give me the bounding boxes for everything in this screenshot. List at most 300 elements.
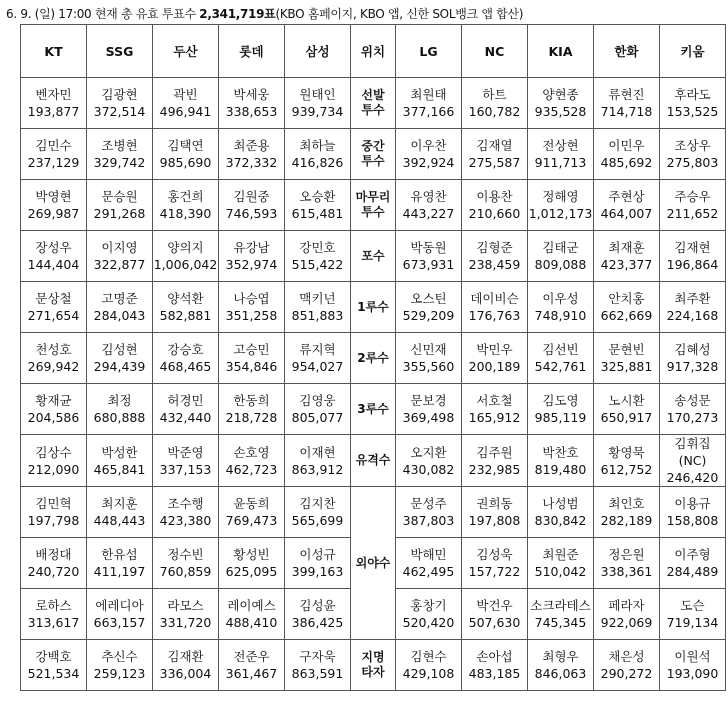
vote-count: 464,007 xyxy=(600,206,653,221)
player-name: 레이예스 xyxy=(227,598,276,613)
vote-count: 269,987 xyxy=(27,206,80,221)
candidate-cell xyxy=(87,129,153,180)
player-name: 최주환 xyxy=(674,291,711,306)
player-name: 최형우 xyxy=(542,649,579,664)
candidate-cell xyxy=(660,78,726,129)
vote-count: 485,692 xyxy=(600,155,653,170)
candidate-cell xyxy=(153,282,219,333)
candidate-cell xyxy=(285,384,351,435)
vote-count: 673,931 xyxy=(402,257,455,272)
player-name: 김태군 xyxy=(542,240,579,255)
vote-count: 985,690 xyxy=(159,155,212,170)
table-row xyxy=(21,180,726,231)
position-label: 외야수 xyxy=(351,487,396,640)
player-name: 정은원 xyxy=(608,547,645,562)
vote-count: 329,742 xyxy=(93,155,146,170)
player-name: 원태인 xyxy=(299,87,336,102)
player-name: 추신수 xyxy=(101,649,138,664)
player-name: 최인호 xyxy=(608,496,645,511)
player-name: 홍창기 xyxy=(410,598,447,613)
candidate-cell xyxy=(87,640,153,691)
candidate-cell xyxy=(219,231,285,282)
team-header-kiwoom: 키움 xyxy=(660,25,726,78)
candidate-cell xyxy=(462,589,528,640)
candidate-cell xyxy=(153,538,219,589)
vote-count: 246,420 xyxy=(666,470,719,485)
vote-count: 322,877 xyxy=(93,257,146,272)
team-header-hanwha: 한화 xyxy=(594,25,660,78)
player-name: 하트 xyxy=(482,87,507,102)
table-row xyxy=(21,384,726,435)
team-header-kt: KT xyxy=(21,25,87,78)
vote-count: 922,069 xyxy=(600,615,653,630)
candidate-cell xyxy=(87,180,153,231)
player-name: 강민호 xyxy=(299,240,336,255)
vote-count: 745,345 xyxy=(534,615,587,630)
caption-source: (KBO 홈페이지, KBO 앱, 신한 SOL뱅크 앱 합산) xyxy=(275,7,524,21)
vote-count: 582,881 xyxy=(159,308,212,323)
player-name: 곽빈 xyxy=(173,87,198,102)
candidate-cell xyxy=(285,231,351,282)
player-name: 최지훈 xyxy=(101,496,138,511)
candidate-cell xyxy=(87,333,153,384)
player-name: 천성호 xyxy=(35,342,72,357)
candidate-cell xyxy=(462,282,528,333)
player-name: 양석환 xyxy=(167,291,204,306)
team-header-lotte: 롯데 xyxy=(219,25,285,78)
candidate-cell xyxy=(528,384,594,435)
candidate-cell xyxy=(21,435,87,487)
vote-count: 338,361 xyxy=(600,564,653,579)
player-name: 박동원 xyxy=(410,240,447,255)
player-name: 이재현 xyxy=(299,444,336,460)
candidate-cell xyxy=(219,180,285,231)
vote-count: 372,332 xyxy=(225,155,278,170)
player-name: 송성문 xyxy=(674,393,711,408)
vote-count: 615,481 xyxy=(291,206,344,221)
vote-count: 662,669 xyxy=(600,308,653,323)
vote-count: 224,168 xyxy=(666,308,719,323)
candidate-cell xyxy=(594,487,660,538)
player-name: 노시환 xyxy=(608,393,645,408)
vote-count: 210,660 xyxy=(468,206,521,221)
vote-count: 805,077 xyxy=(291,410,344,425)
table-row xyxy=(21,435,726,487)
player-name: 나승엽 xyxy=(233,291,270,306)
candidate-cell xyxy=(153,435,219,487)
vote-count: 197,798 xyxy=(27,513,80,528)
vote-count: 515,422 xyxy=(291,257,344,272)
player-name: 김성욱 xyxy=(476,547,513,562)
candidate-cell xyxy=(660,282,726,333)
candidate-cell xyxy=(660,333,726,384)
player-name: 김재열 xyxy=(476,138,513,153)
vote-count: 423,377 xyxy=(600,257,653,272)
vote-count: 313,617 xyxy=(27,615,80,630)
candidate-cell xyxy=(528,589,594,640)
vote-count: 625,095 xyxy=(225,564,278,579)
player-name: 손아섭 xyxy=(476,649,513,664)
vote-count: 507,630 xyxy=(468,615,521,630)
player-name: 김원중 xyxy=(233,189,270,204)
player-name: 김영웅 xyxy=(299,393,336,408)
candidate-cell xyxy=(396,333,462,384)
candidate-cell xyxy=(660,538,726,589)
player-name: 문보경 xyxy=(410,393,447,408)
candidate-cell xyxy=(285,180,351,231)
player-name: 조병현 xyxy=(101,138,138,153)
player-name: 손호영 xyxy=(233,444,270,460)
candidate-cell xyxy=(528,435,594,487)
vote-count: 863,591 xyxy=(291,666,344,681)
candidate-cell xyxy=(528,487,594,538)
candidate-cell xyxy=(660,180,726,231)
caption-total-votes: 2,341,719표 xyxy=(199,7,276,21)
vote-count: 351,258 xyxy=(225,308,278,323)
candidate-cell xyxy=(285,435,351,487)
player-name: 김현수 xyxy=(410,649,447,664)
candidate-cell xyxy=(153,384,219,435)
candidate-cell xyxy=(285,640,351,691)
vote-count: 443,227 xyxy=(402,206,455,221)
candidate-cell xyxy=(528,78,594,129)
player-name: 박민우 xyxy=(476,342,513,357)
vote-count: 462,495 xyxy=(402,564,455,579)
player-name: 조상우 xyxy=(674,138,711,153)
candidate-cell xyxy=(219,78,285,129)
candidate-cell xyxy=(396,384,462,435)
candidate-cell xyxy=(396,640,462,691)
player-name: 허경민 xyxy=(167,393,204,408)
vote-count: 331,720 xyxy=(159,615,212,630)
player-name: 이용규 xyxy=(674,496,711,511)
vote-count: 259,123 xyxy=(93,666,146,681)
vote-count: 354,846 xyxy=(225,359,278,374)
candidate-cell xyxy=(219,640,285,691)
player-name: 박건우 xyxy=(476,598,513,613)
player-name: 이성규 xyxy=(299,547,336,562)
player-name: 최원태 xyxy=(410,87,447,102)
candidate-cell xyxy=(153,78,219,129)
vote-count: 846,063 xyxy=(534,666,587,681)
player-name: 안치홍 xyxy=(608,291,645,306)
vote-count: 542,761 xyxy=(534,359,587,374)
candidate-cell xyxy=(285,333,351,384)
player-name: 김민수 xyxy=(35,138,72,153)
candidate-cell xyxy=(219,538,285,589)
candidate-cell xyxy=(396,180,462,231)
vote-count: 200,189 xyxy=(468,359,521,374)
player-name: 김선빈 xyxy=(542,342,579,357)
player-name: 류지혁 xyxy=(299,342,336,357)
candidate-cell xyxy=(285,487,351,538)
player-name: 박세웅 xyxy=(233,87,270,102)
vote-count: 218,728 xyxy=(225,410,278,425)
candidate-cell xyxy=(21,640,87,691)
player-name: 최재훈 xyxy=(608,240,645,255)
team-header-kia: KIA xyxy=(528,25,594,78)
vote-count: 361,467 xyxy=(225,666,278,681)
player-name: 김도영 xyxy=(542,393,579,408)
vote-count: 746,593 xyxy=(225,206,278,221)
player-name: 로하스 xyxy=(35,598,72,613)
player-name: 이주형 xyxy=(674,547,711,562)
vote-count: 468,465 xyxy=(159,359,212,374)
vote-count: 291,268 xyxy=(93,206,146,221)
candidate-cell xyxy=(462,78,528,129)
player-name: 전준우 xyxy=(233,649,270,664)
candidate-cell xyxy=(87,384,153,435)
vote-count: 290,272 xyxy=(600,666,653,681)
vote-count: 399,163 xyxy=(291,564,344,579)
candidate-cell xyxy=(462,180,528,231)
vote-count: 465,841 xyxy=(93,461,146,477)
vote-count: 158,808 xyxy=(666,513,719,528)
vote-count: 769,473 xyxy=(225,513,278,528)
candidate-cell xyxy=(285,78,351,129)
vote-count: 1,012,173 xyxy=(528,206,593,221)
vote-count: 282,189 xyxy=(600,513,653,528)
vote-count: 483,185 xyxy=(468,666,521,681)
player-name: 한동희 xyxy=(233,393,270,408)
player-name: 윤동희 xyxy=(233,496,270,511)
vote-count: 232,985 xyxy=(468,461,521,477)
candidate-cell xyxy=(21,384,87,435)
candidate-cell xyxy=(594,78,660,129)
candidate-cell xyxy=(21,538,87,589)
player-name: 주현상 xyxy=(608,189,645,204)
player-name: 황영묵 xyxy=(608,444,645,460)
player-name: 채은성 xyxy=(608,649,645,664)
vote-count: 863,912 xyxy=(291,461,344,477)
player-name: 정수빈 xyxy=(167,547,204,562)
player-name: 한유섬 xyxy=(101,547,138,562)
vote-count: 271,654 xyxy=(27,308,80,323)
candidate-cell xyxy=(396,538,462,589)
candidate-cell xyxy=(594,180,660,231)
player-name: 정해영 xyxy=(542,189,579,204)
vote-count: 392,924 xyxy=(402,155,455,170)
candidate-cell xyxy=(462,129,528,180)
candidate-cell xyxy=(219,487,285,538)
position-label: 2루수 xyxy=(351,333,396,384)
player-name: 벤자민 xyxy=(35,87,72,102)
position-label: 유격수 xyxy=(351,435,396,487)
candidate-cell xyxy=(87,78,153,129)
candidate-cell xyxy=(396,282,462,333)
candidate-cell xyxy=(396,487,462,538)
vote-count: 663,157 xyxy=(93,615,146,630)
team-header-ssg: SSG xyxy=(87,25,153,78)
vote-count: 386,425 xyxy=(291,615,344,630)
vote-count: 939,734 xyxy=(291,104,344,119)
candidate-cell xyxy=(396,435,462,487)
candidate-cell xyxy=(153,333,219,384)
vote-count: 714,718 xyxy=(600,104,653,119)
candidate-cell xyxy=(528,231,594,282)
vote-count: 760,859 xyxy=(159,564,212,579)
vote-count: 954,027 xyxy=(291,359,344,374)
candidate-cell xyxy=(594,333,660,384)
vote-count: 294,439 xyxy=(93,359,146,374)
player-name: 라모스 xyxy=(167,598,204,613)
vote-count: 719,134 xyxy=(666,615,719,630)
player-name: 오승환 xyxy=(299,189,336,204)
player-name: 이우성 xyxy=(542,291,579,306)
vote-count: 352,974 xyxy=(225,257,278,272)
player-name: 박찬호 xyxy=(542,444,579,460)
vote-count: 448,443 xyxy=(93,513,146,528)
player-name: 이민우 xyxy=(608,138,645,153)
vote-count: 510,042 xyxy=(534,564,587,579)
candidate-cell xyxy=(219,129,285,180)
player-name: 이용찬 xyxy=(476,189,513,204)
player-name: 최원준 xyxy=(542,547,579,562)
player-name: 주승우 xyxy=(674,189,711,204)
player-name: 김재현 xyxy=(674,240,711,255)
vote-count: 284,043 xyxy=(93,308,146,323)
player-name: 황성빈 xyxy=(233,547,270,562)
candidate-cell xyxy=(87,538,153,589)
vote-count: 430,082 xyxy=(402,461,455,477)
player-name: 김상수 xyxy=(35,444,72,460)
vote-count: 985,119 xyxy=(534,410,587,425)
player-name: 소크라테스 xyxy=(530,598,591,613)
vote-count: 176,763 xyxy=(468,308,521,323)
position-label: 1루수 xyxy=(351,282,396,333)
player-name: 박영현 xyxy=(35,189,72,204)
candidate-cell xyxy=(219,435,285,487)
vote-count: 193,877 xyxy=(27,104,80,119)
vote-count: 211,652 xyxy=(666,206,719,221)
candidate-cell xyxy=(660,589,726,640)
player-name: 조수행 xyxy=(167,496,204,511)
player-name: 도슨 xyxy=(680,598,705,613)
player-name: 배정대 xyxy=(35,547,72,562)
vote-count: 416,826 xyxy=(291,155,344,170)
vote-count: 338,653 xyxy=(225,104,278,119)
candidate-cell xyxy=(660,384,726,435)
player-name: 오지환 xyxy=(410,444,447,460)
candidate-cell xyxy=(660,487,726,538)
player-name: 문상철 xyxy=(35,291,72,306)
player-name: 류현진 xyxy=(608,87,645,102)
caption-prefix: 6. 9. (일) 17:00 현재 총 유효 투표수 xyxy=(6,7,200,21)
position-label: 중간 투수 xyxy=(351,129,396,180)
candidate-cell xyxy=(219,282,285,333)
candidate-cell xyxy=(396,589,462,640)
vote-count: 432,440 xyxy=(159,410,212,425)
player-name: 맥키넌 xyxy=(299,291,336,306)
candidate-cell xyxy=(396,231,462,282)
table-row xyxy=(21,129,726,180)
vote-count: 830,842 xyxy=(534,513,587,528)
vote-count: 851,883 xyxy=(291,308,344,323)
candidate-cell xyxy=(594,589,660,640)
player-name: 김광현 xyxy=(101,87,138,102)
candidate-cell xyxy=(153,589,219,640)
vote-count: 212,090 xyxy=(27,461,80,477)
player-name: 최하늘 xyxy=(299,138,336,153)
vote-count: 165,912 xyxy=(468,410,521,425)
candidate-cell xyxy=(87,435,153,487)
player-name: 김휘집 (NC) xyxy=(674,436,711,468)
vote-count: 423,380 xyxy=(159,513,212,528)
player-name: 페라자 xyxy=(608,598,645,613)
player-name: 강승호 xyxy=(167,342,204,357)
player-name: 이우찬 xyxy=(410,138,447,153)
table-row xyxy=(21,231,726,282)
header-row xyxy=(21,25,726,78)
vote-count: 529,209 xyxy=(402,308,455,323)
player-name: 강백호 xyxy=(35,649,72,664)
vote-count: 748,910 xyxy=(534,308,587,323)
candidate-cell xyxy=(153,129,219,180)
vote-count: 372,514 xyxy=(93,104,146,119)
candidate-cell xyxy=(21,180,87,231)
candidate-cell xyxy=(462,640,528,691)
vote-count: 238,459 xyxy=(468,257,521,272)
all-star-ballot-table xyxy=(20,24,726,691)
vote-count: 269,942 xyxy=(27,359,80,374)
player-name: 박준영 xyxy=(167,444,204,460)
vote-count: 565,699 xyxy=(291,513,344,528)
table-row xyxy=(21,487,726,538)
candidate-cell xyxy=(396,78,462,129)
player-name: 신민재 xyxy=(410,342,447,357)
candidate-cell xyxy=(21,589,87,640)
table-row xyxy=(21,78,726,129)
candidate-cell xyxy=(660,640,726,691)
player-name: 김주원 xyxy=(476,444,513,460)
vote-count: 917,328 xyxy=(666,359,719,374)
player-name: 오스틴 xyxy=(410,291,447,306)
position-label: 마무리 투수 xyxy=(351,180,396,231)
candidate-cell xyxy=(21,129,87,180)
candidate-cell xyxy=(21,231,87,282)
candidate-cell xyxy=(594,129,660,180)
candidate-cell xyxy=(285,538,351,589)
player-name: 문성주 xyxy=(410,496,447,511)
vote-count: 411,197 xyxy=(93,564,146,579)
vote-count: 911,713 xyxy=(534,155,587,170)
vote-count: 237,129 xyxy=(27,155,80,170)
player-name: 권희동 xyxy=(476,496,513,511)
candidate-cell xyxy=(462,435,528,487)
candidate-cell xyxy=(219,333,285,384)
vote-count: 935,528 xyxy=(534,104,587,119)
candidate-cell xyxy=(153,231,219,282)
position-label: 3루수 xyxy=(351,384,396,435)
player-name: 서호철 xyxy=(476,393,513,408)
candidate-cell xyxy=(462,538,528,589)
vote-count: 520,420 xyxy=(402,615,455,630)
vote-count: 336,004 xyxy=(159,666,212,681)
candidate-cell xyxy=(660,129,726,180)
player-name: 최준용 xyxy=(233,138,270,153)
vote-count: 240,720 xyxy=(27,564,80,579)
candidate-cell xyxy=(396,129,462,180)
vote-count: 650,917 xyxy=(600,410,653,425)
candidate-cell xyxy=(594,282,660,333)
candidate-cell xyxy=(285,282,351,333)
player-name: 에레디아 xyxy=(95,598,144,613)
team-header-doosan: 두산 xyxy=(153,25,219,78)
vote-count: 521,534 xyxy=(27,666,80,681)
player-name: 황재균 xyxy=(35,393,72,408)
vote-count: 387,803 xyxy=(402,513,455,528)
player-name: 문승원 xyxy=(101,189,138,204)
